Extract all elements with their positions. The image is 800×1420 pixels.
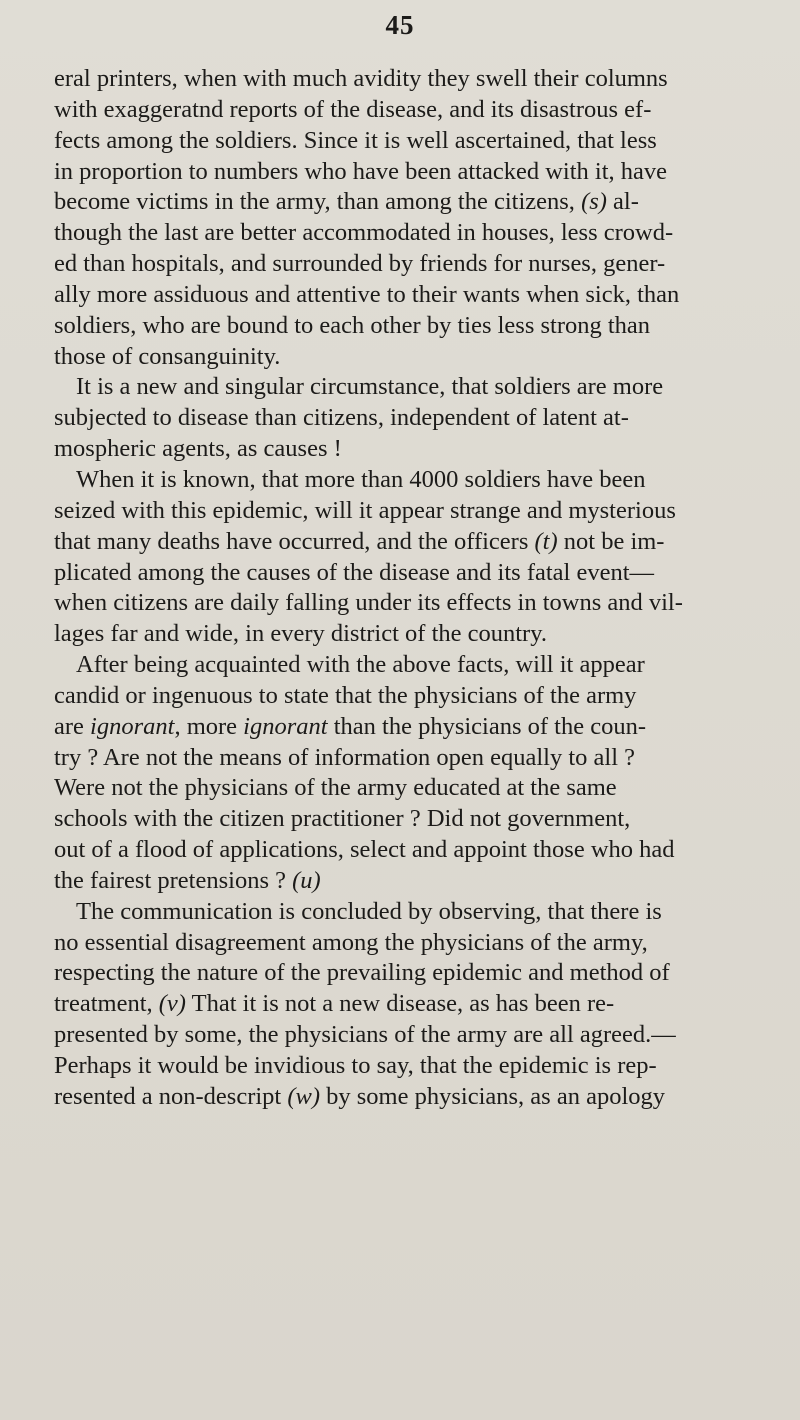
text-line: Were not the physicians of the army educated at the same bbox=[54, 774, 617, 802]
text-line: ally more assiduous and attentive to their wants when sick, than bbox=[54, 280, 680, 308]
text-line: fects among the soldiers. Since it is well ascertained, that less bbox=[54, 126, 657, 154]
text-line: It is a new and singular circumstance, that soldiers are more bbox=[76, 373, 664, 401]
page-number: 45 bbox=[385, 10, 415, 40]
text-line: mospheric agents, as causes ! bbox=[54, 435, 342, 463]
text-line: no essential disagreement among the physicians of the army, bbox=[54, 928, 648, 956]
text-line: resented a non-descript (w) by some physicians, as an apology bbox=[54, 1082, 666, 1110]
text-line: with exaggeratnd reports of the disease, and its disastrous ef- bbox=[54, 95, 652, 123]
text-line: After being acquainted with the above facts, will it appear bbox=[76, 651, 645, 679]
text-line: when citizens are daily falling under its effects in towns and vil- bbox=[54, 589, 683, 617]
text-line: soldiers, who are bound to each other by ties less strong than bbox=[54, 311, 651, 339]
text-line: The communication is concluded by observing, that there is bbox=[76, 897, 662, 925]
text-line: respecting the nature of the prevailing epidemic and method of bbox=[54, 959, 670, 987]
text-line: are ignorant, more ignorant than the physicians of the coun- bbox=[54, 712, 646, 740]
text-line: When it is known, that more than 4000 soldiers have been bbox=[76, 465, 646, 493]
text-line: though the last are better accommodated in houses, less crowd- bbox=[54, 219, 674, 247]
text-line: out of a flood of applications, select and appoint those who had bbox=[54, 836, 675, 864]
text-line: subjected to disease than citizens, independent of latent at- bbox=[54, 404, 629, 432]
text-line: schools with the citizen practitioner ? Did not government, bbox=[54, 805, 631, 833]
text-line: Perhaps it would be invidious to say, that the epidemic is rep- bbox=[54, 1052, 657, 1079]
text-line: plicated among the causes of the disease and its fatal event— bbox=[54, 558, 655, 586]
text-line: become victims in the army, than among the citizens, (s) al- bbox=[54, 188, 639, 216]
text-line: ed than hospitals, and surrounded by friends for nurses, gener- bbox=[54, 250, 666, 278]
text-line: eral printers, when with much avidity they swell their columns bbox=[54, 65, 668, 92]
text-line: try ? Are not the means of information open equally to all ? bbox=[54, 743, 636, 771]
text-line: those of consanguinity. bbox=[54, 342, 281, 370]
body-text bbox=[54, 64, 794, 1113]
text-line: seized with this epidemic, will it appear strange and mysterious bbox=[54, 496, 676, 524]
text-line: presented by some, the physicians of the army are all agreed.— bbox=[54, 1021, 676, 1049]
text-line: in proportion to numbers who have been attacked with it, have bbox=[54, 157, 668, 185]
text-line: that many deaths have occurred, and the officers (t) not be im- bbox=[54, 527, 665, 555]
text-line: lages far and wide, in every district of the country. bbox=[54, 620, 548, 648]
text-line: candid or ingenuous to state that the physicians of the army bbox=[54, 681, 637, 709]
text-line: treatment, (v) That it is not a new disease, as has been re- bbox=[54, 990, 615, 1018]
text-line: the fairest pretensions ? (u) bbox=[54, 866, 321, 894]
